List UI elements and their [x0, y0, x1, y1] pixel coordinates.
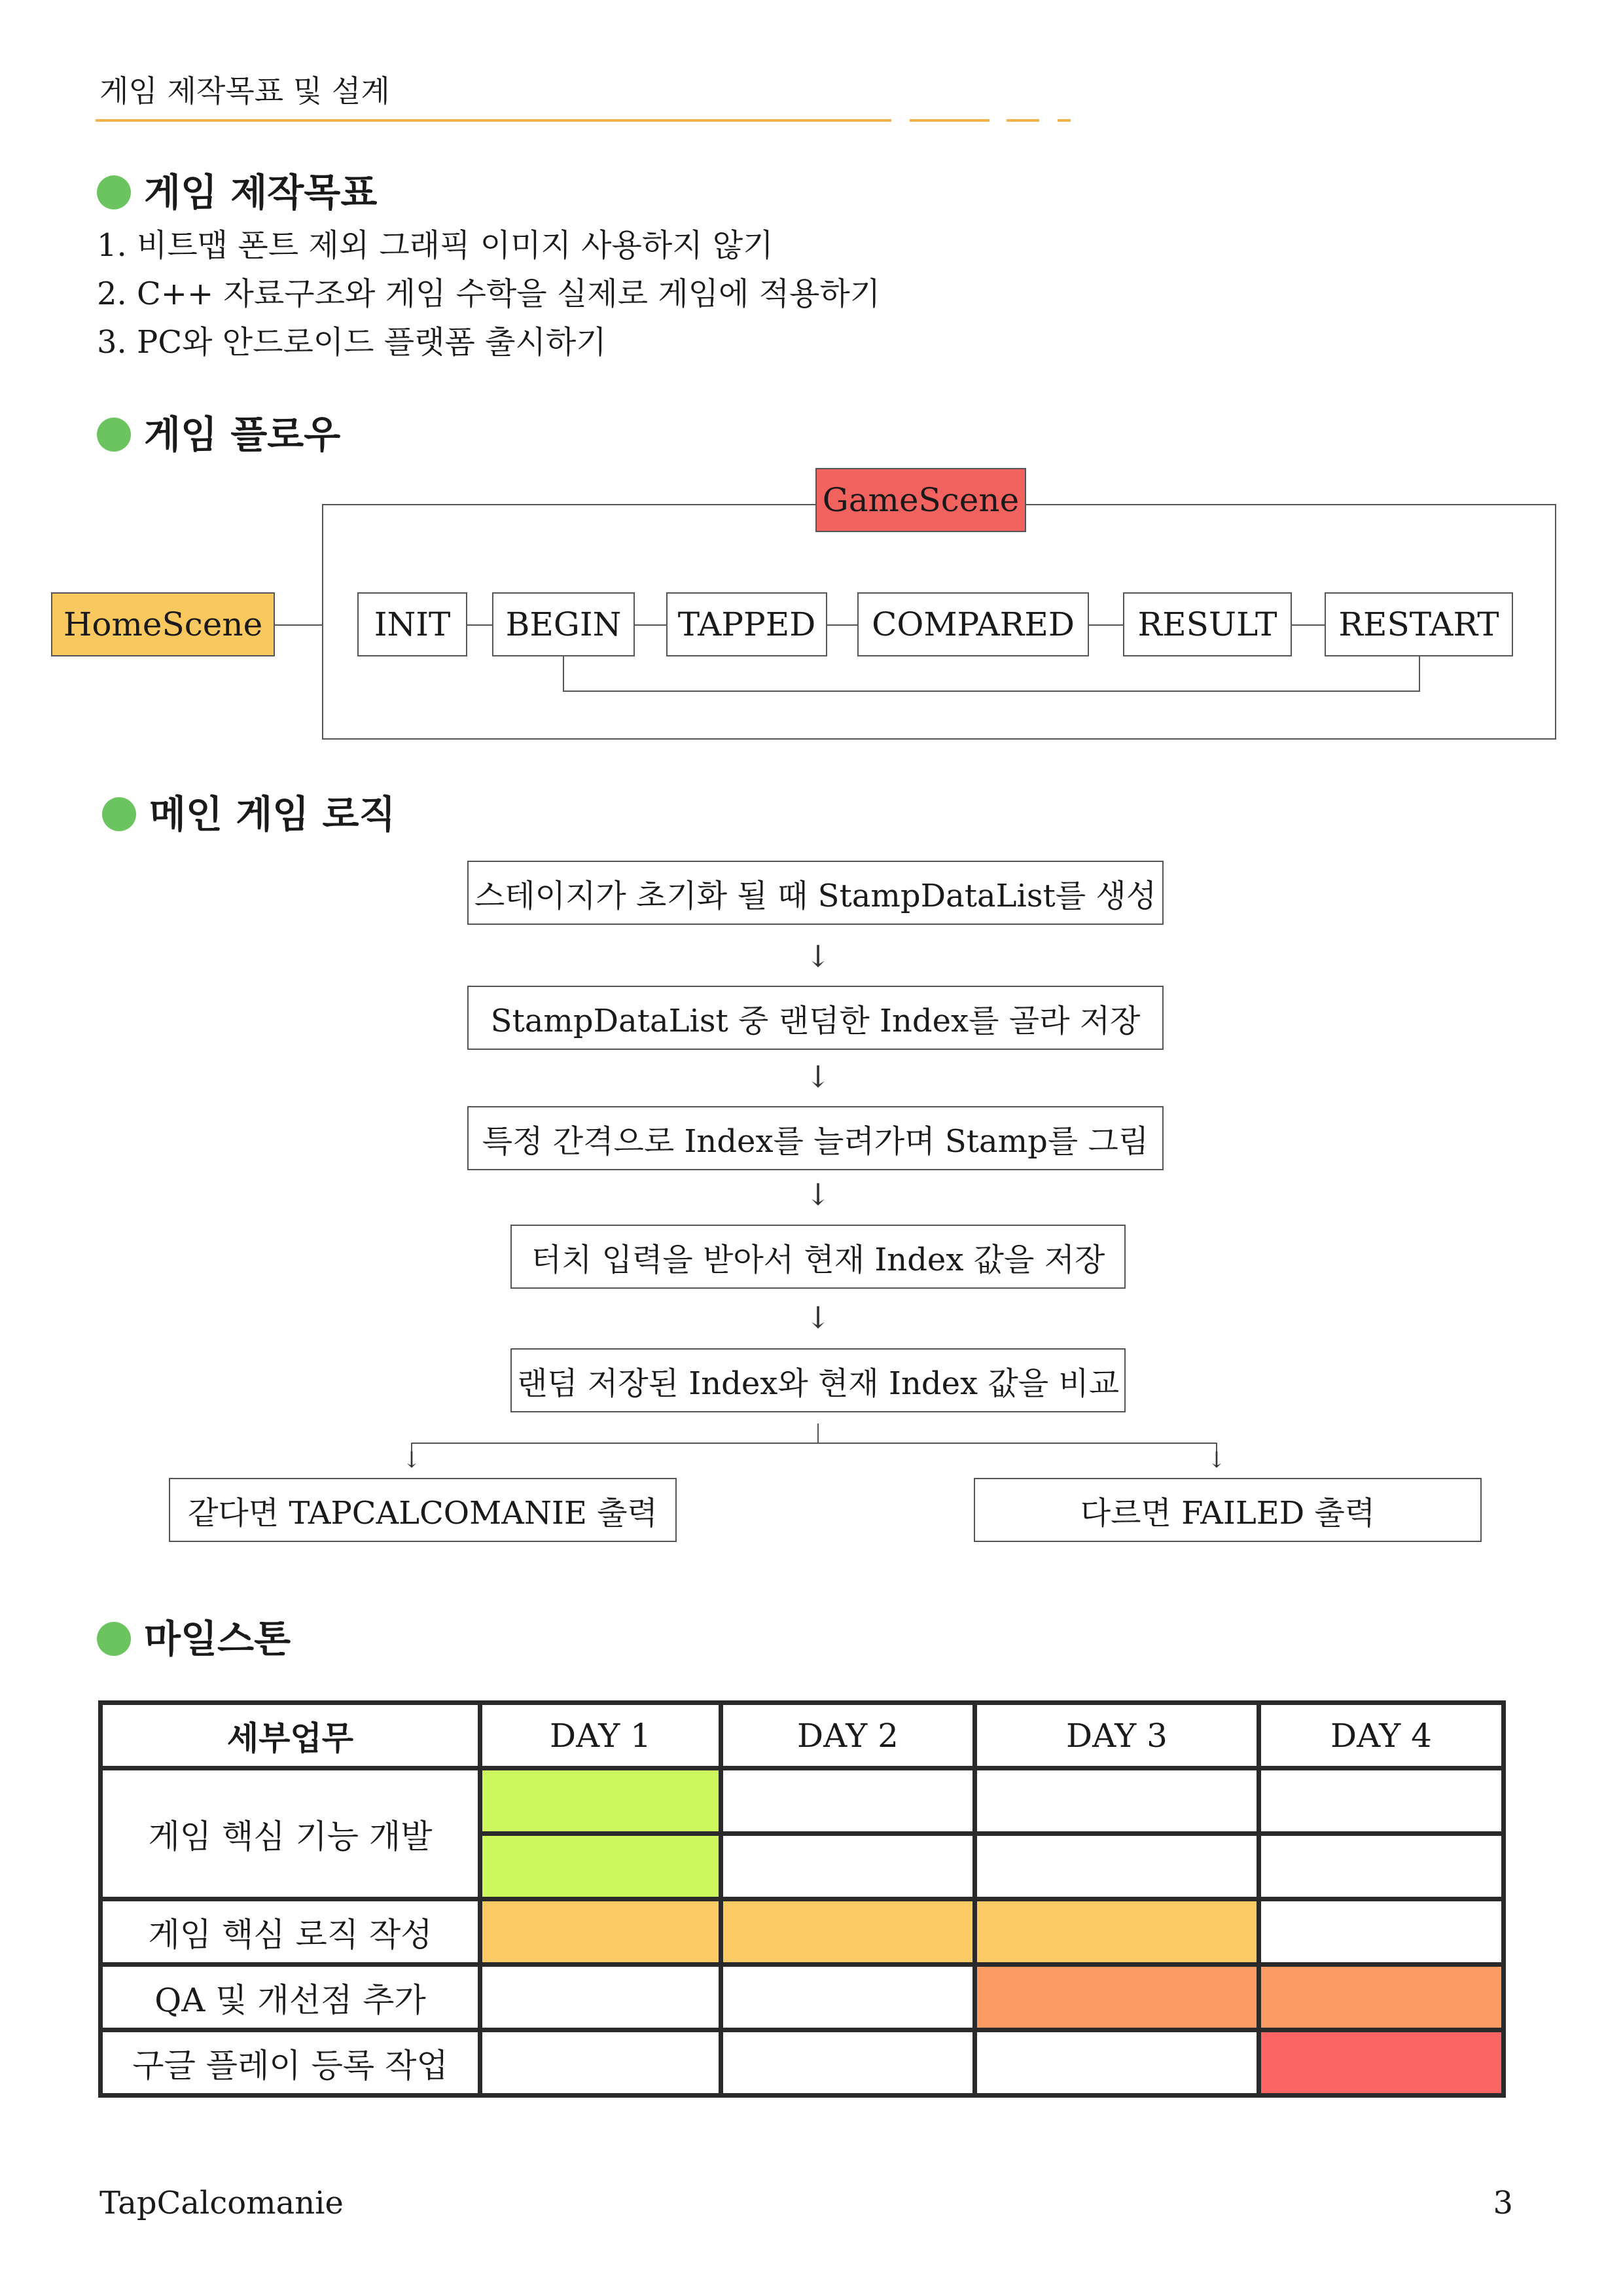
state-result: RESULT [1123, 592, 1292, 656]
header-rule-dash-1 [910, 119, 990, 122]
gantt-cell [721, 1768, 975, 1834]
branch-line [411, 1443, 1217, 1444]
state-begin: BEGIN [492, 592, 635, 656]
branch-different-box: 다르면 FAILED 출력 [974, 1478, 1482, 1542]
table-header-row [101, 1703, 1504, 1768]
gantt-cell-filled [975, 1899, 1259, 1965]
task-core-feature: 게임 핵심 기능 개발 [101, 1768, 480, 1899]
branch-stem [817, 1424, 819, 1443]
game-scene-box: GameScene [815, 468, 1026, 532]
gantt-cell [1259, 1768, 1504, 1834]
footer-app-name: TapCalcomanie [99, 2185, 344, 2221]
down-arrow-icon: ↓ [805, 939, 831, 974]
section-bullet-icon [97, 418, 131, 452]
gantt-cell-filled [1259, 1965, 1504, 2030]
flow-section-title: 게임 플로우 [144, 412, 341, 457]
table-row [101, 1899, 1504, 1965]
state-tapped: TAPPED [666, 592, 827, 656]
header-rule-main [96, 119, 891, 122]
loop-line-right [1419, 656, 1420, 692]
down-arrow-icon: ↓ [805, 1059, 831, 1094]
logic-section-title: 메인 게임 로직 [149, 792, 396, 836]
gantt-cell-filled [480, 1768, 721, 1834]
gantt-cell [975, 1768, 1259, 1834]
day-3-header: DAY 3 [975, 1703, 1259, 1768]
state-restart: RESTART [1325, 592, 1513, 656]
logic-step-5: 랜덤 저장된 Index와 현재 Index 값을 비교 [510, 1348, 1126, 1412]
down-arrow-icon: ↓ [805, 1177, 831, 1212]
goals-section-title: 게임 제작목표 [144, 170, 378, 215]
section-bullet-icon [102, 797, 136, 831]
gantt-cell-filled [1259, 2030, 1504, 2096]
goal-item-2: 2. C++ 자료구조와 게임 수학을 실제로 게임에 적용하기 [97, 276, 881, 312]
state-connector [467, 624, 492, 626]
page-header-title: 게임 제작목표 및 설계 [99, 73, 390, 109]
state-connector [1089, 624, 1123, 626]
logic-step-1: 스테이지가 초기화 될 때 StampDataList를 생성 [467, 861, 1164, 925]
branch-equal-box: 같다면 TAPCALCOMANIE 출력 [169, 1478, 677, 1542]
section-bullet-icon [97, 1622, 131, 1656]
down-arrow-icon: ↓ [402, 1447, 421, 1473]
table-row [101, 1965, 1504, 2030]
task-release: 구글 플레이 등록 작업 [101, 2030, 480, 2096]
state-connector [635, 624, 666, 626]
day-2-header: DAY 2 [721, 1703, 975, 1768]
gantt-cell-filled [721, 1899, 975, 1965]
state-compared: COMPARED [857, 592, 1089, 656]
gantt-cell-filled [480, 1834, 721, 1899]
page-number: 3 [1493, 2185, 1513, 2221]
gantt-cell [480, 1965, 721, 2030]
home-to-container-connector [275, 624, 322, 626]
state-init: INIT [357, 592, 467, 656]
day-1-header: DAY 1 [480, 1703, 721, 1768]
header-rule-dash-3 [1058, 119, 1071, 122]
logic-step-4: 터치 입력을 받아서 현재 Index 값을 저장 [510, 1225, 1126, 1289]
goal-item-1: 1. 비트맵 폰트 제외 그래픽 이미지 사용하지 않기 [97, 227, 774, 264]
task-core-logic: 게임 핵심 로직 작성 [101, 1899, 480, 1965]
gantt-cell [480, 2030, 721, 2096]
gantt-cell [975, 2030, 1259, 2096]
home-scene-box: HomeScene [51, 592, 275, 656]
task-qa: QA 및 개선점 추가 [101, 1965, 480, 2030]
loop-line-left [563, 656, 564, 692]
goal-item-3: 3. PC와 안드로이드 플랫폼 출시하기 [97, 324, 607, 361]
gantt-cell [721, 1834, 975, 1899]
header-rule-dash-2 [1007, 119, 1039, 122]
state-connector [827, 624, 857, 626]
down-arrow-icon: ↓ [1207, 1447, 1226, 1473]
gantt-cell [1259, 1899, 1504, 1965]
day-4-header: DAY 4 [1259, 1703, 1504, 1768]
gantt-cell [1259, 1834, 1504, 1899]
logic-step-3: 특정 간격으로 Index를 늘려가며 Stamp를 그림 [467, 1106, 1164, 1170]
milestone-table [98, 1700, 1506, 2098]
table-row [101, 2030, 1504, 2096]
gantt-cell-filled [975, 1965, 1259, 2030]
task-column-header: 세부업무 [101, 1703, 480, 1768]
milestone-section-title: 마일스톤 [144, 1617, 291, 1661]
down-arrow-icon: ↓ [805, 1300, 831, 1335]
gantt-cell-filled [480, 1899, 721, 1965]
section-bullet-icon [97, 175, 131, 209]
gantt-cell [975, 1834, 1259, 1899]
logic-step-2: StampDataList 중 랜덤한 Index를 골라 저장 [467, 986, 1164, 1050]
gantt-cell [721, 2030, 975, 2096]
gantt-cell [721, 1965, 975, 2030]
table-row [101, 1768, 1504, 1834]
loop-line-bottom [563, 691, 1420, 692]
state-connector [1292, 624, 1325, 626]
